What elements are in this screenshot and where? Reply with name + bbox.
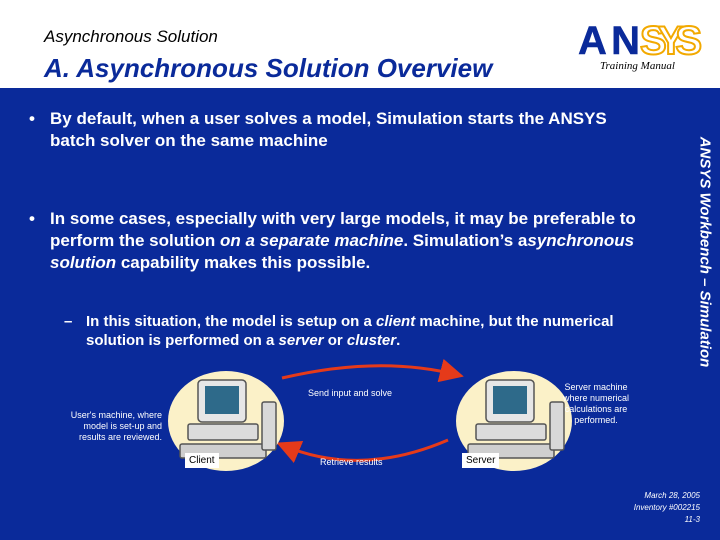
svg-text:AN: AN — [578, 19, 640, 62]
sub-text-part: In this situation, the model is setup on a — [86, 313, 377, 330]
server-label: Server — [462, 453, 499, 468]
bullet-text-part: . Simulation’s a — [403, 231, 528, 250]
sub-text-part: . — [396, 332, 401, 349]
sub-bullet-marker: – — [64, 313, 73, 330]
bullet-text-part: capability makes this possible. — [116, 253, 371, 272]
bullet-marker: • — [29, 209, 35, 228]
send-arrow — [282, 366, 458, 378]
bullet-text-part: In some cases, especially with very large models, it may be preferable to perform the solution — [50, 209, 636, 250]
slide-title: A. Asynchronous Solution Overview — [44, 53, 493, 83]
sidebar-vertical-title: ANSYS Workbench – Simulation — [696, 136, 714, 368]
bullet-emphasis: on a separate machine — [220, 231, 404, 250]
svg-text:SYS: SYS — [640, 19, 702, 62]
footer-inventory: Inventory #002215 — [633, 503, 700, 512]
slide-footer — [634, 490, 700, 526]
retrieve-label: Retrieve results — [320, 457, 383, 467]
training-manual-label: Training Manual — [600, 60, 675, 72]
sub-emphasis: server — [278, 332, 324, 349]
bullet-text: By default, when a user solves a model, Simulation starts the ANSYS batch solver on the same machine — [50, 109, 607, 150]
bullet-emphasis: synchronous solution — [50, 231, 635, 272]
bullet-marker: • — [29, 109, 35, 128]
sub-emphasis: client — [376, 313, 416, 330]
client-description: User's machine, where model is set-up and results are reviewed. — [70, 410, 162, 442]
footer-page-number: 11-3 — [684, 515, 700, 524]
send-label: Send input and solve — [308, 388, 393, 398]
client-label: Client — [185, 453, 219, 468]
client-computer-icon — [166, 366, 286, 476]
footer-date: March 28, 2005 — [644, 491, 700, 500]
sub-text-part: or — [323, 332, 347, 349]
sub-emphasis: cluster — [346, 332, 397, 349]
sub-text-part: machine, but the numerical solution is performed on a — [86, 313, 614, 349]
section-title: Asynchronous Solution — [44, 27, 218, 46]
server-description: Server machine where numerical calculations are performed. — [562, 382, 630, 425]
